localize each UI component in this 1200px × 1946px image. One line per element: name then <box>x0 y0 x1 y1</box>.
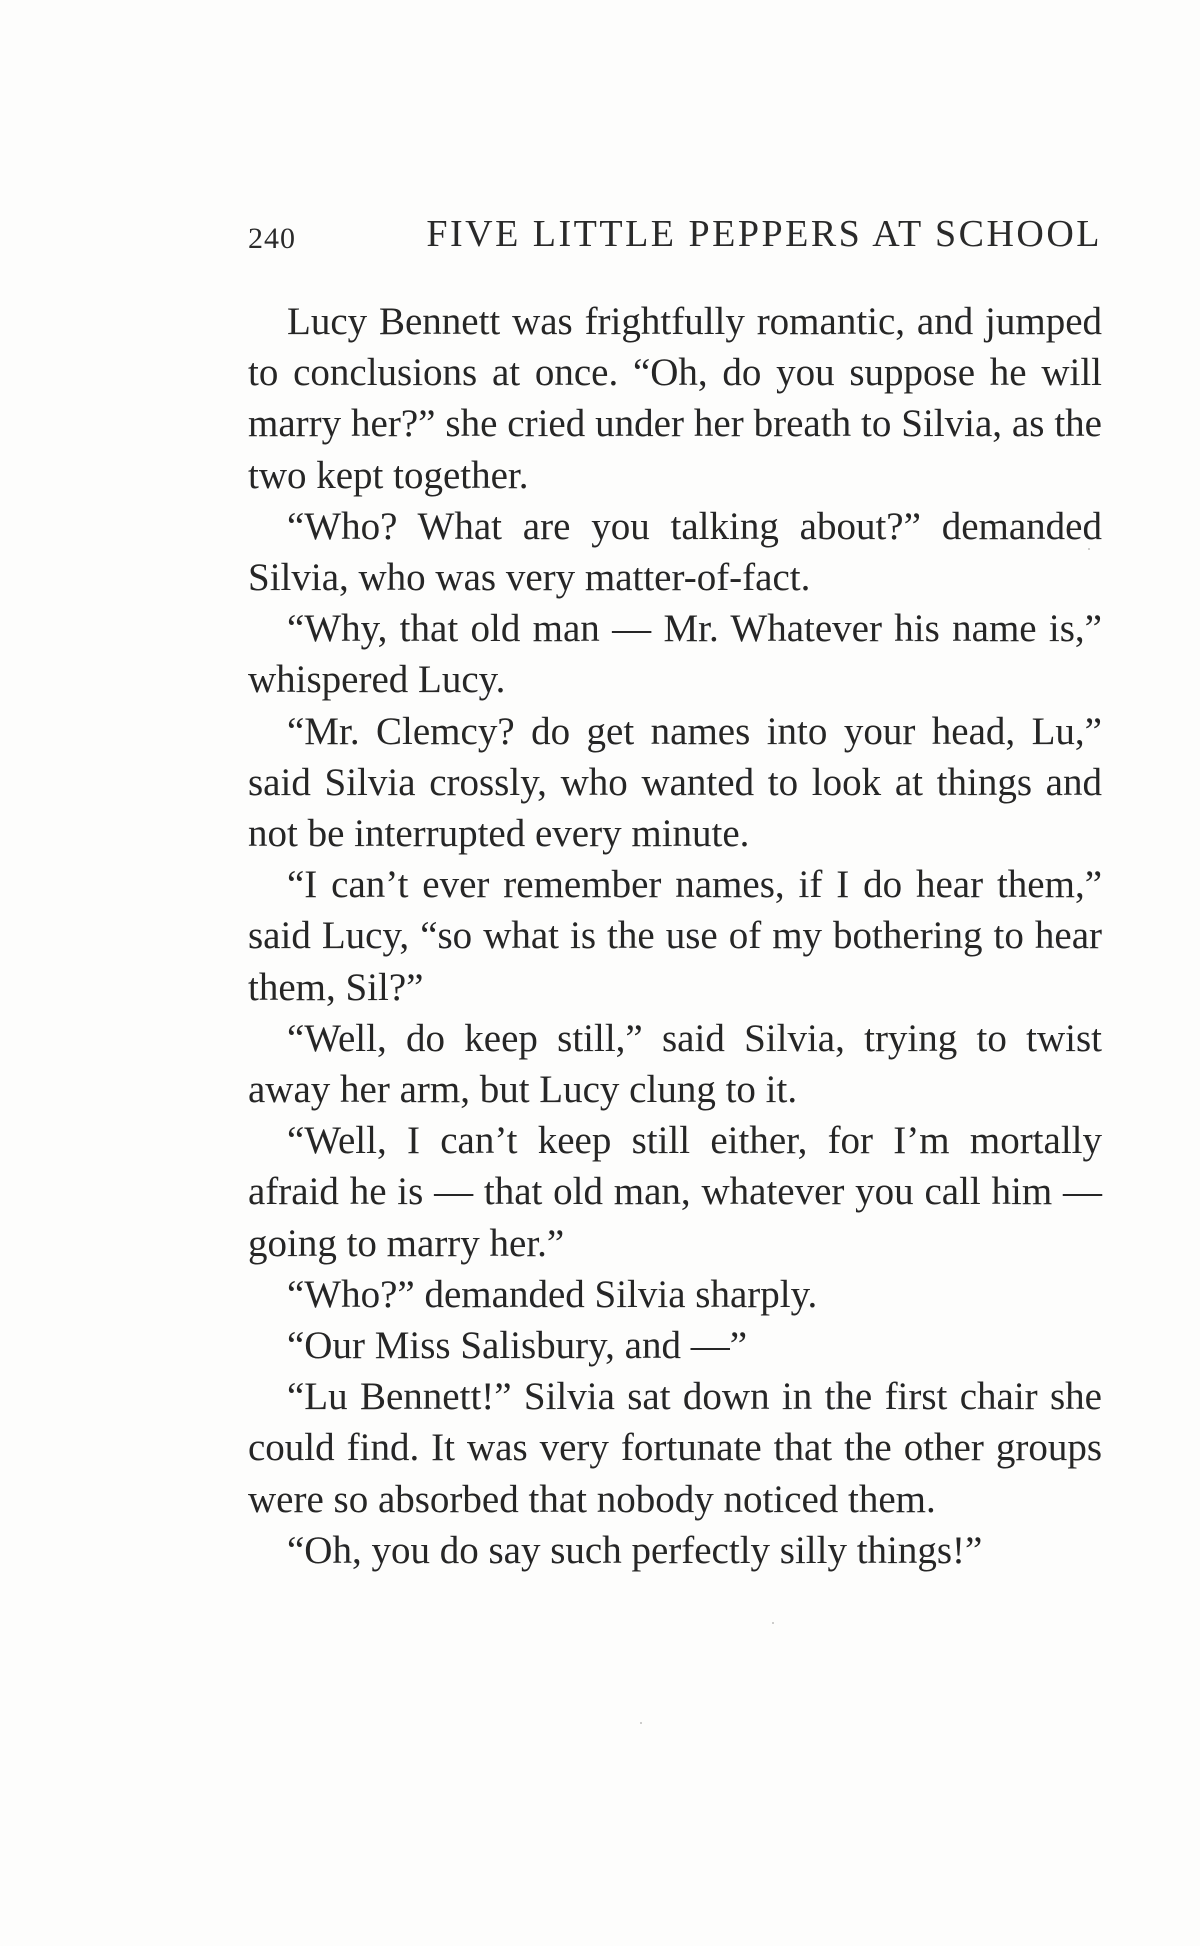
paragraph: “Lu Bennett!” Silvia sat down in the first chair she could find. It was very fortunate that the other groups were so absorbed that nobody noticed them. <box>248 1375 1102 1521</box>
page-header <box>248 212 1102 262</box>
paragraph: “Well, do keep still,” said Silvia, trying to twist away her arm, but Lucy clung to it. <box>248 1016 1102 1112</box>
paragraph: “Who?” demanded Silvia sharply. <box>287 1272 818 1316</box>
paragraph: “Well, I can’t keep still either, for I’m mortally afraid he is — that old man, whatever you call him — going to marry her.” <box>248 1119 1102 1265</box>
paper-speck <box>1088 548 1090 550</box>
running-title: FIVE LITTLE PEPPERS AT SCHOOL <box>426 213 1102 255</box>
paper-speck <box>772 1622 774 1624</box>
paragraph: “I can’t ever remember names, if I do hear them,” said Lucy, “so what is the use of my bothering to hear them, Sil?” <box>248 863 1102 1009</box>
paragraph: “Why, that old man — Mr. Whatever his name is,” whispered Lucy. <box>248 607 1102 702</box>
paper-speck <box>640 1722 642 1724</box>
page-number: 240 <box>248 222 296 255</box>
paragraph: Lucy Bennett was frightfully romantic, and jumped to conclusions at once. “Oh, do you suppose he will marry her?” she cried under her breath to Silvia, as the two kept together. <box>248 300 1102 497</box>
paragraph: “Our Miss Salisbury, and —” <box>287 1324 748 1368</box>
paragraph: “Oh, you do say such perfectly silly things!” <box>287 1528 983 1572</box>
paragraph: “Who? What are you talking about?” demanded Silvia, who was very matter-of-fact. <box>248 504 1102 600</box>
paragraph: “Mr. Clemcy? do get names into your head, Lu,” said Silvia crossly, who wanted to look at things and not be interrupted every minute. <box>248 709 1102 856</box>
body-text <box>248 296 1102 1576</box>
